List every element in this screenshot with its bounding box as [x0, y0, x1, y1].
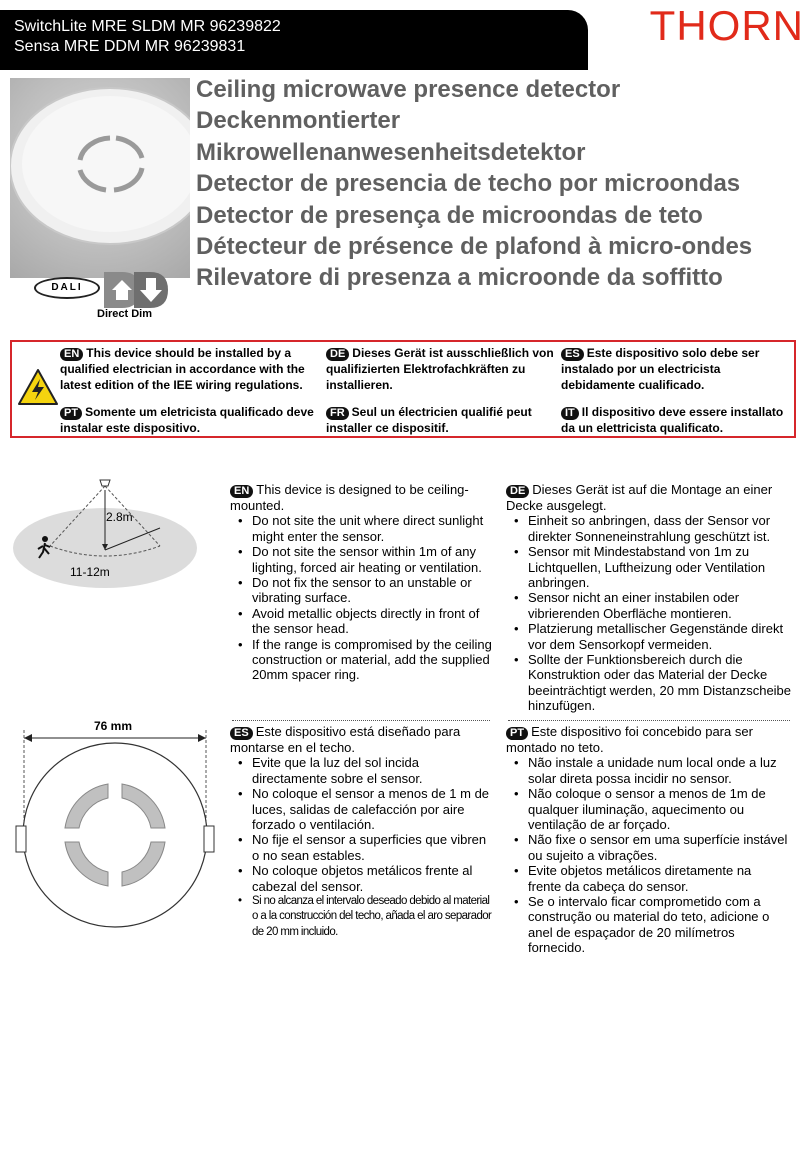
warning-pt [60, 404, 322, 436]
dali-logo: DALI [34, 277, 100, 299]
title-de-2: Mikrowellenanwesenheitsdetektor [196, 138, 586, 166]
section-pt-list [506, 755, 788, 955]
section-es [230, 724, 492, 940]
list-item: • Evite que la luz del sol incida directamente sobre el sensor. [252, 755, 492, 786]
title-en: Ceiling microwave presence detector [196, 76, 621, 103]
list-item: • Sensor nicht an einer instabilen oder vibrierenden Oberfläche montieren. [528, 590, 796, 621]
title-pt: Detector de presença de microondas de teto [196, 201, 703, 229]
warning-es [561, 345, 791, 393]
lang-tag-en-2: EN [230, 485, 253, 498]
list-item: • Não fixe o sensor em uma superfície instável ou sujeito a vibrações. [528, 832, 788, 863]
direct-dim-label: Direct Dim [97, 308, 153, 320]
section-de-intro-text: Dieses Gerät ist auf die Montage an einer Decke ausgelegt. [506, 482, 773, 513]
section-en-intro [230, 482, 492, 513]
section-es-intro [230, 724, 492, 755]
title-block [196, 74, 796, 294]
section-divider [232, 720, 490, 721]
lang-tag-es: ES [561, 348, 584, 361]
lang-tag-es-2: ES [230, 727, 253, 740]
detector-illustration [10, 78, 190, 278]
title-it: Rilevatore di presenza a microonde da soffitto [196, 264, 723, 292]
range-height-label: 2.8m [106, 510, 133, 524]
lang-tag-de-2: DE [506, 485, 529, 498]
section-en-intro-text: This device is designed to be ceiling-mounted. [230, 482, 469, 513]
list-item: • Do not site the sensor within 1m of any lighting, forced air heating or ventilation. [252, 544, 492, 575]
list-item: • No coloque el sensor a menos de 1 m de luces, salidas de calefacción por aire forzado o ventilación. [252, 786, 492, 832]
warning-it-text: Il dispositivo deve essere installato da un elettricista qualificato. [561, 405, 784, 435]
lang-tag-pt: PT [60, 407, 82, 420]
list-item: • Sollte der Funktionsbereich durch die Konstruktion oder das Material der Decke beeinträchtigt werden, 20 mm Distanzscheibe hinzufügen. [528, 652, 796, 714]
list-item: • No coloque objetos metálicos frente al cabezal del sensor. [252, 863, 492, 894]
header-bar [0, 10, 588, 70]
diameter-label: 76 mm [94, 719, 133, 733]
dimension-diagram [10, 730, 230, 930]
list-item: • Se o intervalo ficar comprometido com a construção ou material do teto, adicione o anel de espaçador de 20 milímetros fornecido. [528, 894, 788, 956]
section-en-list [230, 513, 492, 682]
list-item: • Não instale a unidade num local onde a luz solar direta possa incidir no sensor. [528, 755, 788, 786]
list-item: • Evite objetos metálicos diretamente na frente da cabeça do sensor. [528, 863, 788, 894]
section-en [230, 482, 492, 683]
section-es-intro-text: Este dispositivo está diseñado para montarse en el techo. [230, 724, 461, 755]
lang-tag-it: IT [561, 407, 579, 420]
product-photo [10, 78, 190, 278]
section-de-intro [506, 482, 796, 513]
warning-it [561, 404, 793, 436]
warning-en [60, 345, 322, 393]
range-radius-label: 11-12m [70, 565, 110, 579]
section-pt-intro [506, 724, 788, 755]
title-fr: Détecteur de présence de plafond à micro-ondes [196, 233, 753, 261]
list-item: • Do not site the unit where direct sunlight might enter the sensor. [252, 513, 492, 544]
list-item: • Avoid metallic objects directly in front of the sensor head. [252, 606, 492, 637]
brand-logo: THORN [649, 2, 804, 49]
lang-tag-pt-2: PT [506, 727, 528, 740]
electric-hazard-icon [17, 367, 59, 407]
list-item: • Einheit so anbringen, dass der Sensor vor direkter Sonneneinstrahlung geschützt ist. [528, 513, 796, 544]
title-de-1: Deckenmontierter [196, 107, 401, 135]
section-divider [508, 720, 790, 721]
list-item: • Platzierung metallischer Gegenstände direkt vor dem Sensorkopf vermeiden. [528, 621, 796, 652]
warning-de [326, 345, 558, 393]
section-es-list [230, 755, 492, 940]
list-item: • Sensor mit Mindestabstand von 1m zu Lichtquellen, Luftheizung oder Ventilation anbringen. [528, 544, 796, 590]
section-de [506, 482, 796, 714]
list-item: • Do not fix the sensor to an unstable or vibrating surface. [252, 575, 492, 606]
warning-en-text: This device should be installed by a qualified electrician in accordance with the latest edition of the IEE wiring regulations. [60, 346, 305, 392]
product-line-2: Sensa MRE DDM MR 96239831 [14, 38, 246, 55]
list-item: • If the range is compromised by the ceiling construction or material, add the supplied 20mm spacer ring. [252, 637, 492, 683]
list-item: • Não coloque o sensor a menos de 1m de qualquer iluminação, aquecimento ou ventilação de ar forçado. [528, 786, 788, 832]
lang-tag-fr: FR [326, 407, 349, 420]
detection-range-diagram [10, 476, 230, 606]
lang-tag-de: DE [326, 348, 349, 361]
section-de-list [506, 513, 796, 713]
lang-tag-en: EN [60, 348, 83, 361]
list-item: • Si no alcanza el intervalo deseado debido al material o a la construcción del techo, añada el aro separador de 20 mm incluido. [252, 894, 492, 940]
product-line-1: SwitchLite MRE SLDM MR 96239822 [14, 18, 281, 35]
warning-de-text: Dieses Gerät ist ausschließlich von qualifizierten Elektrofachkräften zu installieren. [326, 346, 554, 392]
title-es: Detector de presencia de techo por microondas [196, 170, 741, 198]
list-item: • No fije el sensor a superficies que vibren o no sean estables. [252, 832, 492, 863]
section-pt [506, 724, 788, 956]
section-pt-intro-text: Este dispositivo foi concebido para ser montado no teto. [506, 724, 753, 755]
warning-es-text: Este dispositivo solo debe ser instalado por un electricista debidamente cualificado. [561, 346, 760, 392]
warning-fr [326, 404, 558, 436]
warning-fr-text: Seul un électricien qualifié peut installer ce dispositif. [326, 405, 532, 435]
warning-pt-text: Somente um eletricista qualificado deve instalar este dispositivo. [60, 405, 314, 435]
